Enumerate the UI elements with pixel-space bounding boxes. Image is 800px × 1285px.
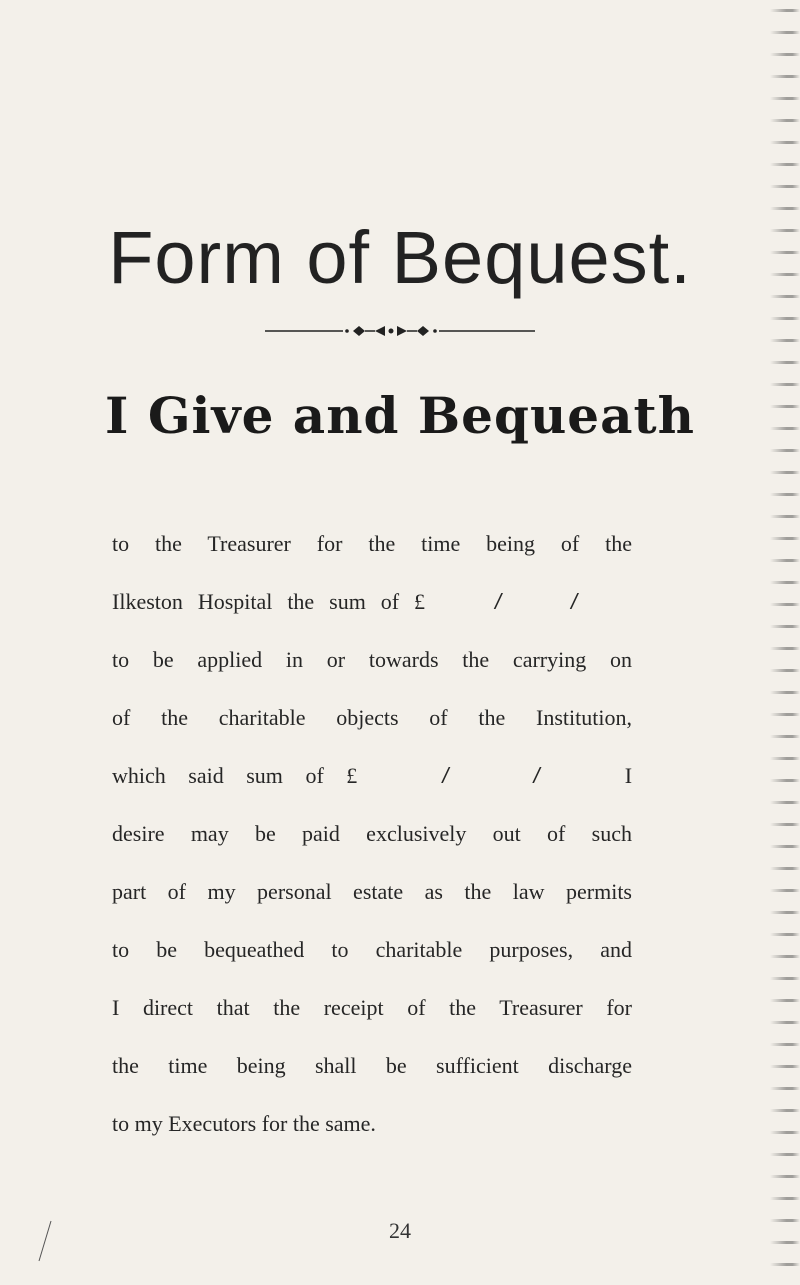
body-line-text: to my Executors for the same. [112,1111,376,1136]
amount-separator: / [570,589,578,614]
binding-edge [770,0,800,1285]
body-line-text: Ilkeston Hospital the sum of £ [112,589,426,614]
amount-separator: / [442,763,449,788]
bequest-heading: I Give and Bequeath [105,386,695,445]
bequest-body [112,515,632,1153]
body-line [112,805,632,863]
body-line [112,921,632,979]
body-line-text: to be applied in or towards the carrying on [112,647,632,672]
amount-separator: / [533,763,540,788]
body-line [112,863,632,921]
page-title: Form of Bequest. [108,216,692,299]
body-line-text: desire may be paid exclusively out of such [112,821,632,846]
body-line-text: the time being shall be sufficient discharge [112,1053,632,1078]
body-line-text: I [624,763,633,788]
body-line [112,979,632,1037]
body-line [112,747,632,805]
ornament-divider [265,324,535,338]
body-line-text: I direct that the receipt of the Treasurer for [112,995,632,1020]
body-line [112,1037,632,1095]
body-line [112,631,632,689]
body-line [112,689,632,747]
page-number: 24 [389,1218,411,1243]
body-line-text: which said sum of £ [112,763,358,788]
amount-separator: / [494,589,502,614]
body-line [112,1095,632,1153]
body-line [112,573,632,631]
body-line-text: part of my personal estate as the law permits [112,879,632,904]
body-line-text: to the Treasurer for the time being of the [112,531,632,556]
body-line-text: of the charitable objects of the Institution, [112,705,632,730]
body-line-text: to be bequeathed to charitable purposes, and [112,937,632,962]
body-line [112,515,632,573]
